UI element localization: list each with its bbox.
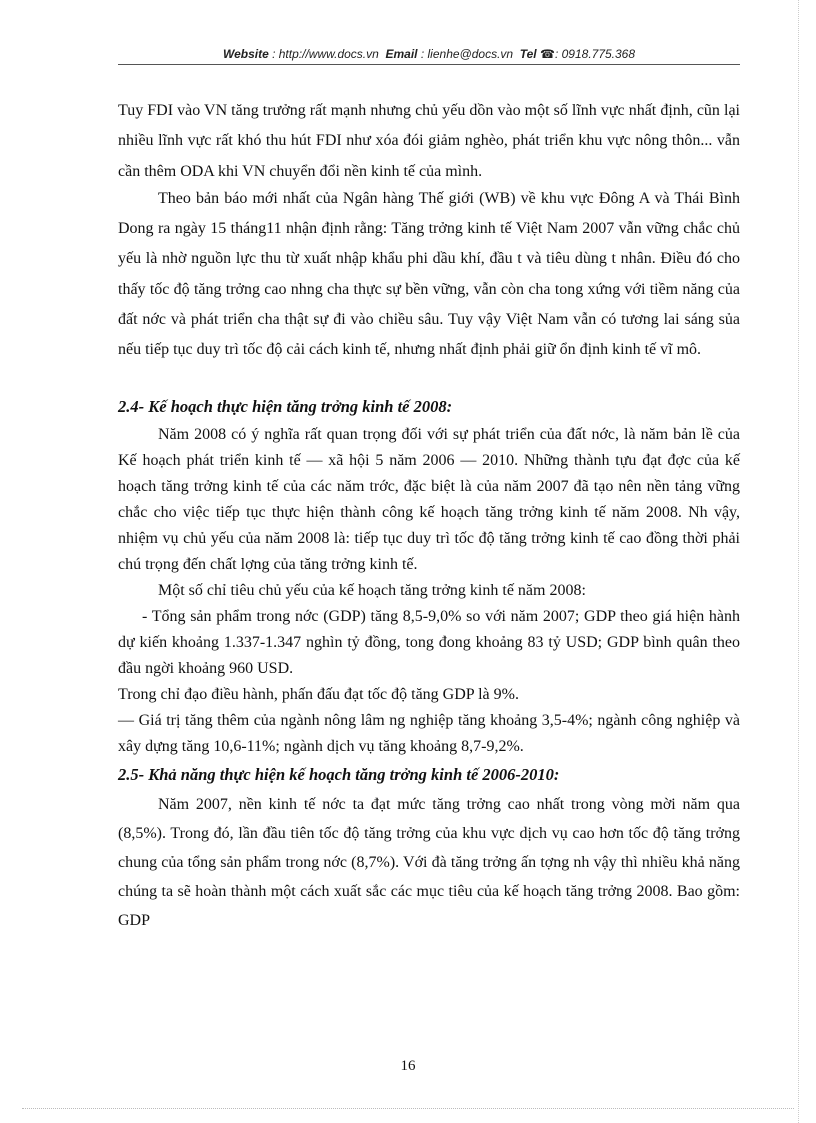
telephone-icon: ☎	[540, 47, 555, 61]
right-dotted-line	[798, 0, 799, 1123]
page-header	[118, 47, 740, 61]
header-divider	[118, 64, 740, 65]
tel-value: : 0918.775.368	[554, 47, 636, 61]
paragraph-wb-report: Theo bản báo mới nhất của Ngân hàng Thế giới (WB) về khu vực Đông A và Thái Bình Dong ra ngày 15 tháng11 nhận định rằng: Tăng trởng kinh tế Việt Nam 2007 vẫn vững chắc chủ yếu là nhờ nguồn lực thu từ xuất nhập khẩu phi dầu khí, đầu t và tiêu dùng t nhân. Điều đó cho thấy tốc độ tăng trởng cao nhng cha thực sự bền vững, vẫn còn cha tong xứng với tiềm năng của đất nớc và phát triển cha thật sự đi vào chiều sâu. Tuy vậy Việt Nam vẫn có tương lai sáng sủa nếu tiếp tục duy trì tốc độ cải cách kinh tế, nhưng nhất định phải giữ ổn định kinh tế vĩ mô.	[118, 189, 740, 359]
footer-dotted-line	[22, 1108, 794, 1109]
paragraph-2007-growth: Năm 2007, nền kinh tế nớc ta đạt mức tăng trởng cao nhất trong vòng mời năm qua (8,5%). Trong đó, lần đầu tiên tốc độ tăng trởng của khu vực dịch vụ cao hơn tốc độ tăng trởng chung của tổng sản phẩm trong nớc (8,7%). Với đà tăng trởng ấn tợng nh vậy thì nhiều khả năng chúng ta sẽ hoàn thành một cách xuất sắc các mục tiêu của kế hoạch tăng trởng 2008. Bao gồm: GDP	[118, 795, 740, 929]
paragraph-gdp-target: - Tổng sản phẩm trong nớc (GDP) tăng 8,5-9,0% so với năm 2007; GDP theo giá hiện hành dự kiến khoảng 1.337-1.347 nghìn tỷ đồng, tong đong khoảng 83 tỷ USD; GDP bình quân theo đầu ngời khoảng 960 USD.	[118, 607, 740, 677]
paragraph-targets-intro: Một số chỉ tiêu chủ yếu của kế hoạch tăng trởng kinh tế năm 2008:	[158, 581, 586, 599]
paragraph-sector-growth: — Giá trị tăng thêm của ngành nông lâm ng nghiệp tăng khoảng 3,5-4%; ngành công nghiệp và xây dựng tăng 10,6-11%; ngành dịch vụ tăng khoảng 8,7-9,2%.	[118, 711, 740, 755]
section-heading-2-4: 2.4- Kế hoạch thực hiện tăng trởng kinh tế 2008:	[118, 396, 453, 416]
paragraph-gdp-direction: Trong chỉ đạo điều hành, phấn đấu đạt tốc độ tăng GDP là 9%.	[118, 685, 519, 703]
page-number: 16	[400, 1058, 416, 1074]
paragraph-fdi: Tuy FDI vào VN tăng trưởng rất mạnh nhưng chủ yếu dồn vào một số lĩnh vực nhất định, cũn lại nhiều lĩnh vực rất khó thu hút FDI như xóa đói giảm nghèo, phát triển khu vực nông thôn... vẫn cần thêm ODA khi VN chuyển đổi nền kinh tế của mình.	[118, 102, 740, 180]
tel-label: Tel	[519, 47, 537, 61]
section-heading-2-5: 2.5- Khả năng thực hiện kế hoạch tăng trởng kinh tế 2006-2010:	[118, 764, 560, 784]
document-body	[118, 96, 740, 935]
paragraph-2008-significance: Năm 2008 có ý nghĩa rất quan trọng đối với sự phát triển của đất nớc, là năm bản lề của Kế hoạch phát triển kinh tế — xã hội 5 năm 2006 — 2010. Những thành tựu đạt đợc của kế hoạch tăng trởng kinh tế của các năm trớc, đặc biệt là của năm 2007 đã tạo nên nền tảng vững chắc cho việc tiếp tục thực hiện thành công kế hoạch tăng trởng kinh tế năm 2008. Nh vậy, nhiệm vụ chủ yếu của năm 2008 là: tiếp tục duy trì tốc độ tăng trởng kinh tế cao đồng thời phải chú trọng đến chất lợng của tăng trởng kinh tế.	[118, 425, 740, 573]
email-value: : lienhe@docs.vn	[420, 47, 514, 61]
website-label: Website	[222, 47, 269, 61]
email-label: Email	[385, 47, 418, 61]
website-value: : http://www.docs.vn	[272, 47, 379, 61]
